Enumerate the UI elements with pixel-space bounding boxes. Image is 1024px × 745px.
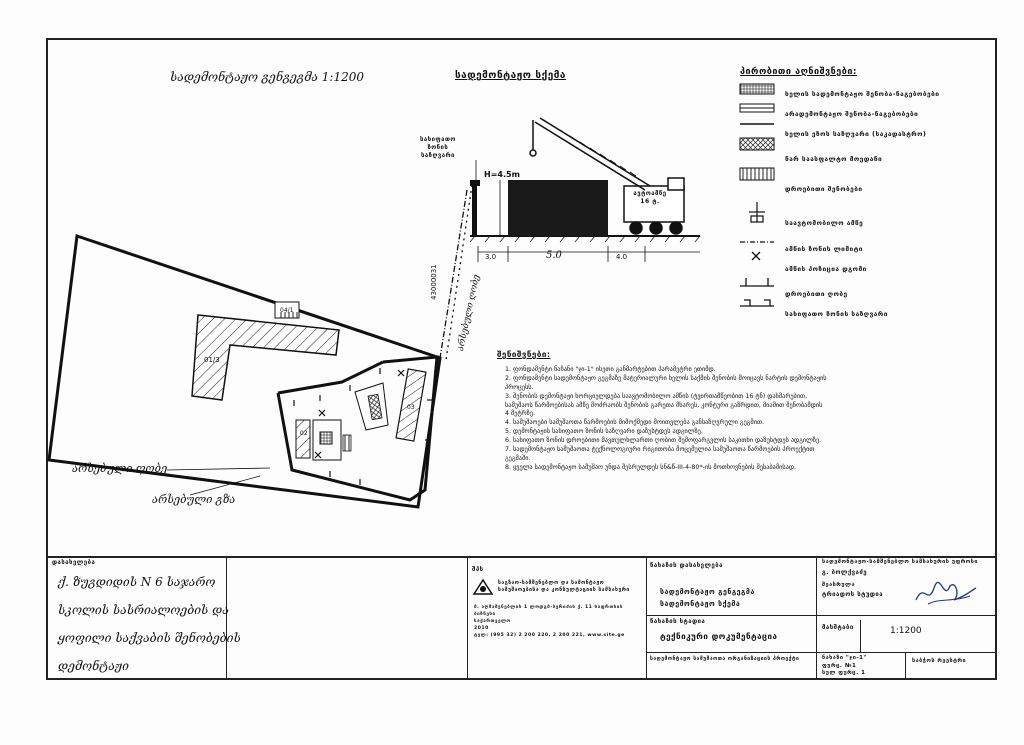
- company-line: საქართველო: [474, 619, 511, 624]
- engineer-name: ტრიადოს სტუდია: [822, 591, 884, 598]
- sheet-right: საბჭოს რეესტრი: [912, 658, 967, 664]
- crane-label-line1: ავტოამწე: [633, 190, 667, 197]
- company-line: სამუშაოებისა და კონსულტაციის სამსახური: [498, 587, 630, 593]
- legend-item-label: დროებითი შენობები: [785, 184, 863, 193]
- signature: [910, 576, 980, 610]
- dim-left: 3.0: [485, 253, 497, 261]
- object-caption: დასახელება: [52, 559, 96, 566]
- existing-road-label: არსებული გზა: [152, 493, 236, 506]
- object-line: ქ. ზუგდიდის N 6 საჯარო: [58, 575, 216, 589]
- height-label: H=4.5m: [484, 170, 520, 179]
- block-label-04-1: 04/1: [280, 307, 294, 314]
- fence-icon: [740, 278, 774, 286]
- legend-item-label: ხელის სადემონტაჟო შენობა-ნაგებობები: [785, 90, 940, 98]
- legend-item-label: ნარ საასფალტო მოედანი: [785, 154, 883, 163]
- company-caption: შპს: [472, 566, 484, 573]
- crane-label: [630, 190, 670, 206]
- x-mark-icon: [752, 252, 760, 260]
- object-line: დემონტაჟი: [58, 659, 129, 673]
- stage-caption: ნახაზის სტადია: [650, 618, 706, 625]
- legend-item-label: ხელის ეზოს საზღვარი (საკადასტრო): [785, 130, 927, 139]
- legend-item-label: ამწის პოზიცია დგომი: [785, 265, 867, 274]
- note-item: 2. ფონდამენტი სადემონტაჟო გეგმაზე მატერიალური ხელის საქმის შენობის მოიცავს ნარტის დემონტაჟის პროცესს.: [505, 374, 827, 391]
- danger-zone-label-line2: ზონის: [427, 144, 449, 151]
- block-label-01-3: 01/3: [204, 356, 220, 364]
- legend-item-label: არადემონტაჟო შენობა-ნაგებობები: [785, 110, 919, 119]
- existing-fence-left-label: არსებული ღობე: [72, 462, 168, 475]
- company-line: საგზაო-სამშენებლო და სამონტაჟო: [498, 580, 605, 586]
- notes-block: [497, 351, 827, 473]
- legend-item-label: სახიფათო ზონის საზღვარი: [785, 309, 888, 318]
- scale-caption: მასშტაბი: [822, 624, 854, 631]
- sheet-line: ფურც. №1: [822, 662, 857, 669]
- site-plan-title: სადემონტაჟო გენგეგმა 1:1200: [170, 70, 364, 84]
- author-name: გ. ბოლქვაძე: [822, 569, 868, 576]
- content-line: სადემონტაჟო გენგეგმა: [660, 588, 755, 596]
- object-line: სკოლის სასრიალოების და: [58, 603, 229, 617]
- sheet-line: სულ ფურც. 1: [822, 670, 866, 676]
- block-label-02: 02: [300, 430, 308, 437]
- asphalt-icon: [740, 138, 774, 150]
- author-caption: სადემონტაჟო-სამშენებლო სამსახურის უფროსი: [822, 559, 978, 565]
- legend-labels: [785, 84, 939, 324]
- company-line: ბიზნესი: [474, 612, 496, 617]
- hazard-zone-icon: [740, 300, 774, 306]
- legend-item-label: ამწის ზონის ლიმიტი: [785, 245, 863, 254]
- hatched-building-icon: [740, 84, 774, 94]
- danger-zone-label-line3: საზღვარი: [420, 152, 455, 159]
- note-item: 7. სადემონტაჟო სამუშაოთა ტექნოლოგიური რიგითობა მოცემულია სამუშაოთა წარმოების პროექტით გეგმაში.: [505, 446, 815, 462]
- note-item: 4. სამუშაოები სამუშაოთა წარმოების მიმოქმედი მოითვლება განსაზღვრული გეგმით.: [505, 419, 765, 427]
- dim-right: 4.0: [616, 253, 628, 261]
- company-logo-icon: [472, 578, 494, 596]
- legend-item-label: დროებითი ღობე: [785, 289, 848, 298]
- content-line: სადემონტაჟო სქემა: [660, 600, 741, 608]
- stage-sub: სადემონტაჟო სამუშაოთა ორგანიზაციის პროექტი: [650, 656, 800, 662]
- content-caption: ნახაზის დასახელება: [650, 562, 723, 569]
- company-details: [474, 604, 625, 639]
- company-line: მ. აღმაშენებლის 1 ლოდგმ-ბერიძის ქ. 11 საფრთხის: [474, 605, 623, 610]
- danger-zone-label: [420, 136, 456, 160]
- notes-title: შენიშვნები:: [497, 350, 551, 359]
- company-line: 2010: [474, 626, 489, 631]
- engineer-caption: შეასრულა: [822, 582, 855, 588]
- danger-zone-label-line1: სახიფათო: [420, 136, 456, 143]
- content-names: [660, 586, 755, 610]
- crane-icon: [749, 202, 765, 222]
- crane-label-line2: 16 ტ.: [640, 198, 660, 205]
- company-info: [498, 580, 630, 594]
- dim-mid: 5.0: [546, 250, 562, 261]
- note-item: 8. ყველა სადემონტაჟო სამუშაო უნდა შესრულდეს სნ&წ-III-4-80*-ის მოთხოვნების შესაბამისად.: [505, 463, 797, 471]
- scheme-title: სადემონტაჟო სქემა: [455, 70, 566, 81]
- sheet-line: ნახაზი "ჯი-1": [822, 655, 867, 661]
- stage-value: ტექნიკური დოკუმენტაცია: [660, 632, 778, 641]
- note-item: 5. დემონტაჟის სახიფათო ზონის საზღვარი დაზუსტდეს ადგილზე.: [505, 428, 703, 436]
- existing-fence-right-label: არსებული ღობე: [456, 273, 482, 353]
- note-item: 3. შენობის დემონტაჟი ხორციელდება საავტომობილო ამწის (ტვირთამწეობით 16 ტნ) დახმარებით, სამუშაოს წარმოებისას ამწე მოძრაობს შენობის გარეთა მხარეს, კონტური გაზრდით, მიამით შენობამდის 4 მეტრზე.: [505, 392, 823, 418]
- sheet-info: [822, 655, 867, 678]
- note-item: 1. ფონდამენტი ნაჩანი "ჯი-1" ისეთი განმარტებით პარამეტრი ეთიმდ.: [505, 365, 716, 373]
- legend-symbols: [738, 80, 783, 310]
- object-name: [58, 568, 241, 680]
- scheme-building: [508, 180, 608, 236]
- object-line: ყოფილი საქვაბის შენობების: [58, 631, 241, 645]
- note-item: 6. სახიფათო ზონის დროებითი მავთულხლართი ღობით შემოფარგვლის საკითხი დაზუსტდეს ადგილზე.: [505, 437, 822, 445]
- block-label-03: 03: [407, 404, 415, 411]
- temporary-building-icon: [740, 168, 774, 180]
- block-02: [296, 420, 310, 458]
- company-line: ტელ: (995 32) 2 200 220, 2 200 221, www.site.ge: [474, 633, 625, 638]
- scale-value: 1:1200: [890, 626, 922, 636]
- legend-item-label: საავტომობილო ამწე: [785, 219, 864, 228]
- cadastral-code: 43000031: [430, 264, 438, 300]
- legend-title: პირობითი აღნიშვნები:: [740, 67, 857, 77]
